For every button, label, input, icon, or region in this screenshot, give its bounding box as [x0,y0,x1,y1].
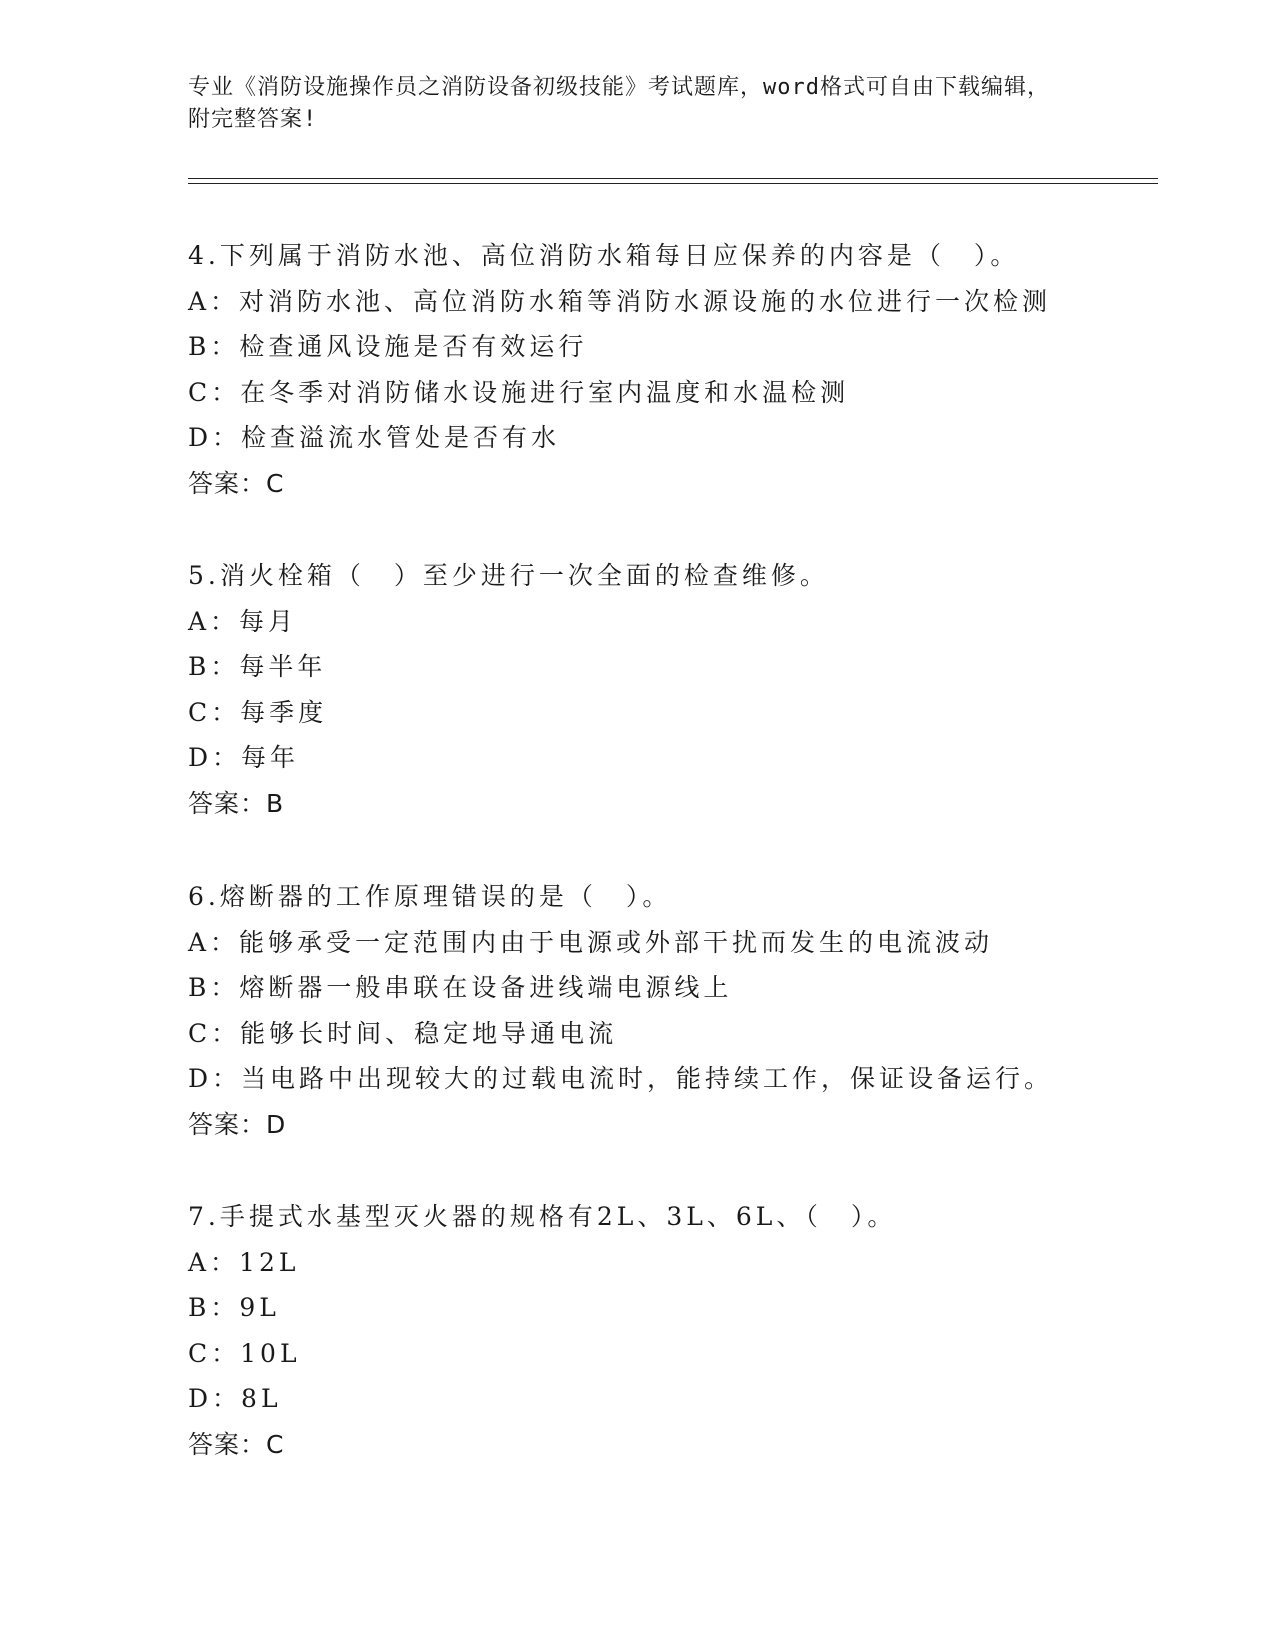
option-b: B：每半年 [188,652,327,681]
option-a: A：对消防水池、高位消防水箱等消防水源设施的水位进行一次检测 [188,286,1052,316]
question-5 [188,553,1188,826]
question-4 [188,233,1188,506]
option-d: D：当电路中出现较大的过载电流时，能持续工作，保证设备运行。 [188,1064,1054,1093]
question-6 [188,874,1188,1147]
answer: 答案：C [188,468,285,498]
option-b: B：9L [188,1293,280,1322]
option-d: D：8L [188,1384,282,1413]
header-divider-bottom [188,183,1158,184]
answer: 答案：C [188,1429,285,1459]
option-a: A：12L [188,1247,300,1277]
option-d: D：每年 [188,743,300,772]
option-d: D：检查溢流水管处是否有水 [188,423,561,452]
question-7 [188,1194,1188,1467]
question-stem: 7.手提式水基型灭火器的规格有2L、3L、6L、（ ）。 [188,1202,897,1231]
option-b: B：检查通风设施是否有效运行 [188,332,588,361]
option-c: C：10L [188,1338,301,1368]
option-c: C：能够长时间、稳定地导通电流 [188,1018,618,1048]
question-stem: 6.熔断器的工作原理错误的是（ ）。 [188,882,672,911]
option-c: C：每季度 [188,697,328,727]
option-c: C：在冬季对消防储水设施进行室内温度和水温检测 [188,377,850,407]
header-divider-top [188,178,1158,179]
question-stem: 4.下列属于消防水池、高位消防水箱每日应保养的内容是（ ）。 [188,241,1020,270]
question-stem: 5.消火栓箱（ ）至少进行一次全面的检查维修。 [188,561,829,590]
answer: 答案：D [188,1109,287,1139]
option-b: B：熔断器一般串联在设备进线端电源线上 [188,973,733,1002]
option-a: A：每月 [188,606,298,636]
option-a: A：能够承受一定范围内由于电源或外部干扰而发生的电流波动 [188,927,994,957]
document-header: 专业《消防设施操作员之消防设备初级技能》考试题库，word格式可自由下载编辑，附完整答案! [188,75,1050,132]
answer: 答案：B [188,788,285,818]
